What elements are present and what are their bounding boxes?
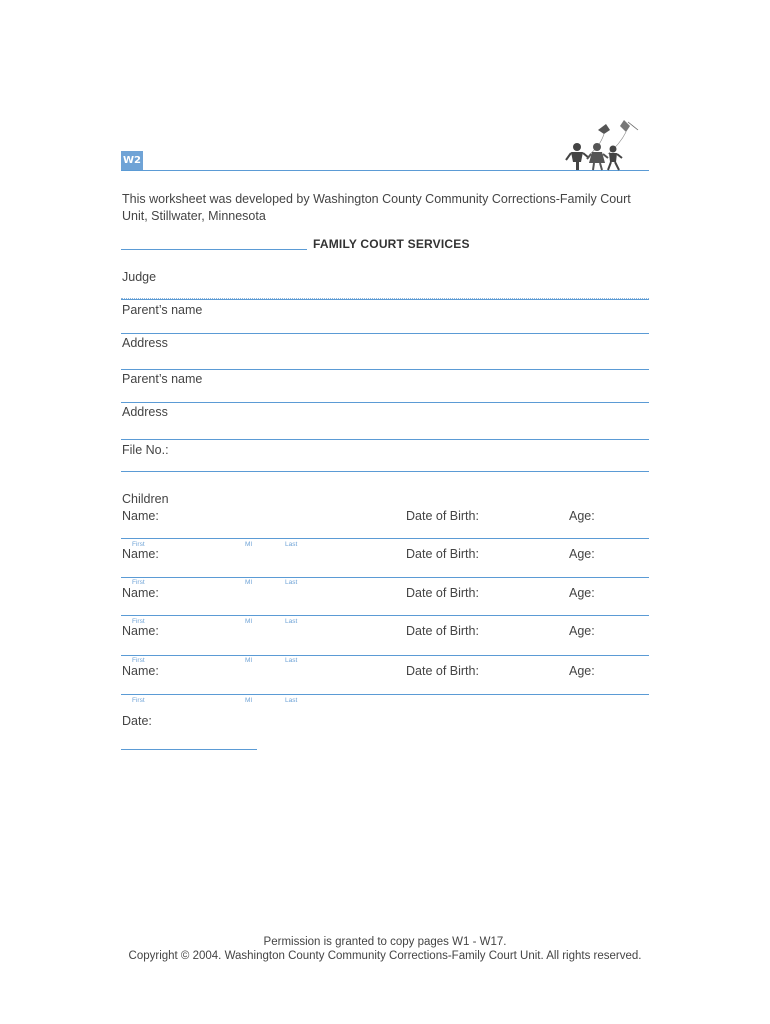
child-dob-label: Date of Birth: bbox=[406, 624, 479, 638]
judge-label: Judge bbox=[122, 270, 157, 284]
date-label: Date: bbox=[122, 714, 152, 728]
child-name-label: Name: bbox=[122, 586, 159, 600]
mi-sublabel: MI bbox=[245, 541, 253, 548]
form-title: FAMILY COURT SERVICES bbox=[313, 237, 470, 251]
child-row-field[interactable] bbox=[121, 655, 649, 656]
child-name-label: Name: bbox=[122, 509, 159, 523]
address1-label: Address bbox=[122, 336, 168, 350]
child-age-label: Age: bbox=[569, 664, 595, 678]
first-sublabel: First bbox=[132, 579, 145, 586]
first-sublabel: First bbox=[132, 697, 145, 704]
last-sublabel: Last bbox=[285, 657, 298, 664]
date-field[interactable] bbox=[121, 749, 257, 750]
file-no-field[interactable] bbox=[121, 471, 649, 472]
child-row-field[interactable] bbox=[121, 694, 649, 695]
mi-sublabel: MI bbox=[245, 657, 253, 664]
mi-sublabel: MI bbox=[245, 697, 253, 704]
child-age-label: Age: bbox=[569, 547, 595, 561]
mi-sublabel: MI bbox=[245, 618, 253, 625]
page-badge: W2 bbox=[121, 151, 143, 170]
children-kites-logo-icon bbox=[560, 116, 645, 172]
child-age-label: Age: bbox=[569, 624, 595, 638]
last-sublabel: Last bbox=[285, 697, 298, 704]
child-row-field[interactable] bbox=[121, 615, 649, 616]
first-sublabel: First bbox=[132, 618, 145, 625]
parent1-name-label: Parent’s name bbox=[122, 303, 203, 317]
parent2-name-field[interactable] bbox=[121, 402, 649, 403]
last-sublabel: Last bbox=[285, 541, 298, 548]
address1-field[interactable] bbox=[121, 369, 649, 370]
first-sublabel: First bbox=[132, 657, 145, 664]
title-underline bbox=[121, 249, 307, 250]
child-age-label: Age: bbox=[569, 509, 595, 523]
file-no-label: File No.: bbox=[122, 443, 169, 457]
child-name-label: Name: bbox=[122, 664, 159, 678]
first-sublabel: First bbox=[132, 541, 145, 548]
copyright-notice: Copyright © 2004. Washington County Community Corrections-Family Court Unit. All rights reserved. bbox=[128, 950, 642, 962]
parent1-name-field[interactable] bbox=[121, 333, 649, 334]
parent2-name-label: Parent’s name bbox=[122, 372, 203, 386]
child-age-label: Age: bbox=[569, 586, 595, 600]
permission-notice: Permission is granted to copy pages W1 - W17. bbox=[263, 936, 507, 948]
address2-field[interactable] bbox=[121, 439, 649, 440]
mi-sublabel: MI bbox=[245, 579, 253, 586]
last-sublabel: Last bbox=[285, 579, 298, 586]
last-sublabel: Last bbox=[285, 618, 298, 625]
child-name-label: Name: bbox=[122, 624, 159, 638]
child-name-label: Name: bbox=[122, 547, 159, 561]
intro-text: This worksheet was developed by Washington County Community Corrections-Family Court Unit, Stillwater, Minnesota bbox=[122, 192, 631, 223]
judge-field-line bbox=[121, 299, 649, 300]
child-row-field[interactable] bbox=[121, 577, 649, 578]
child-row-field[interactable] bbox=[121, 538, 649, 539]
address2-label: Address bbox=[122, 405, 168, 419]
child-dob-label: Date of Birth: bbox=[406, 509, 479, 523]
child-dob-label: Date of Birth: bbox=[406, 664, 479, 678]
child-dob-label: Date of Birth: bbox=[406, 586, 479, 600]
children-heading: Children bbox=[122, 492, 169, 506]
child-dob-label: Date of Birth: bbox=[406, 547, 479, 561]
